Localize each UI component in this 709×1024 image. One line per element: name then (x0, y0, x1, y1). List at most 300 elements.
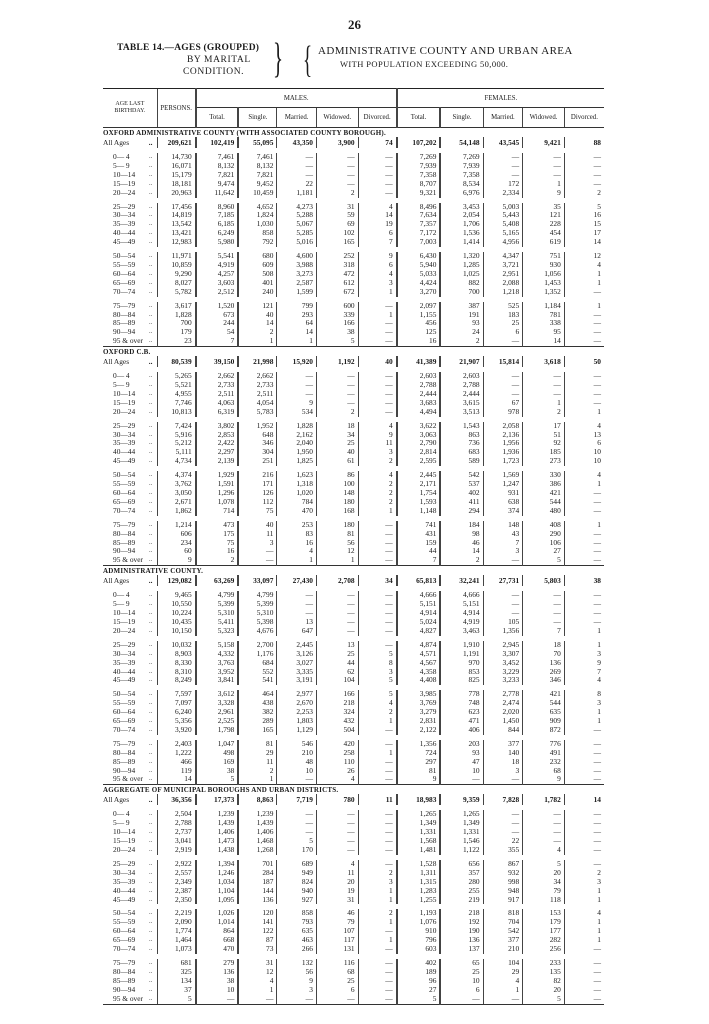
value-cell: 741 (397, 521, 441, 530)
value-cell: 1,214 (157, 521, 196, 530)
value-cell: 2,058 (483, 422, 523, 431)
age-group-cell: 85—89 (113, 757, 136, 766)
value-cell: 853 (440, 668, 483, 677)
value-cell: 170 (277, 846, 317, 855)
value-cell: — (238, 547, 277, 556)
value-cell: 1 (564, 918, 604, 927)
value-cell: — (277, 381, 317, 390)
value-cell: 3,900 (316, 137, 358, 148)
value-cell: 2,445 (277, 641, 317, 650)
value-cell: — (564, 547, 604, 556)
value-cell: 1,356 (483, 627, 523, 636)
value-cell: 106 (523, 539, 565, 548)
table-row (103, 261, 604, 270)
value-cell: 39,150 (196, 356, 239, 367)
leader-dots: .. (149, 985, 153, 993)
table-title-line: CONDITION. (183, 67, 245, 77)
value-cell: 2 (316, 408, 358, 417)
table-row (103, 489, 604, 498)
value-cell: — (564, 337, 604, 346)
leader-dots: .. (149, 828, 153, 836)
leader-dots: .. (149, 381, 153, 389)
value-cell: 1,265 (440, 810, 483, 819)
value-cell: 1 (358, 717, 397, 726)
table-row (103, 439, 604, 448)
value-cell: — (564, 171, 604, 180)
value-cell: — (564, 399, 604, 408)
table-row (103, 600, 604, 609)
value-cell: 1,706 (440, 220, 483, 229)
value-cell: 2,511 (196, 390, 239, 399)
value-cell: 11,971 (157, 252, 196, 261)
table-row (103, 995, 604, 1004)
value-cell: 13 (316, 641, 358, 650)
value-cell: 318 (316, 261, 358, 270)
value-cell: — (358, 959, 397, 968)
value-cell: 5,016 (277, 238, 317, 247)
value-cell: 5 (358, 676, 397, 685)
value-cell: 7 (564, 668, 604, 677)
value-cell: 609 (238, 261, 277, 270)
value-cell: 1,623 (277, 471, 317, 480)
value-cell: 931 (483, 489, 523, 498)
value-cell: 20,963 (157, 189, 196, 198)
leader-dots: .. (149, 497, 153, 505)
all-ages-row (103, 137, 604, 148)
value-cell: 135 (523, 968, 565, 977)
value-cell: 1 (238, 775, 277, 784)
value-cell: 714 (196, 507, 239, 516)
age-group-cell: 15—19 (113, 179, 136, 188)
value-cell: 4,494 (397, 408, 441, 417)
value-cell: — (523, 609, 565, 618)
value-cell: — (483, 819, 523, 828)
value-cell: 7,821 (238, 171, 277, 180)
value-cell: 279 (196, 959, 239, 968)
value-cell: 7,461 (196, 153, 239, 162)
value-cell: 2,595 (397, 457, 441, 466)
value-cell: 7,003 (397, 238, 441, 247)
value-cell: 5,158 (196, 641, 239, 650)
age-group-cell: All Ages (103, 357, 130, 367)
age-group-cell: 30—34 (113, 430, 136, 439)
leader-dots: .. (149, 918, 153, 926)
col-header: Divorced. (564, 108, 604, 128)
value-cell: 1 (564, 627, 604, 636)
value-cell: 6 (483, 328, 523, 337)
value-cell: 86 (316, 471, 358, 480)
value-cell: 3 (277, 986, 317, 995)
value-cell: 79 (316, 918, 358, 927)
value-cell: — (523, 381, 565, 390)
value-cell: 34 (316, 431, 358, 440)
value-cell: 525 (483, 302, 523, 311)
value-cell: 776 (523, 740, 565, 749)
value-cell: — (358, 810, 397, 819)
value-cell: 81 (238, 740, 277, 749)
leader-dots: .. (149, 202, 153, 210)
value-cell: 2,219 (157, 909, 196, 918)
value-cell: 1,218 (483, 288, 523, 297)
value-cell: 672 (316, 288, 358, 297)
value-cell: 35 (523, 203, 565, 212)
value-cell: 3,452 (483, 659, 523, 668)
value-cell: 4,358 (397, 668, 441, 677)
value-cell: — (316, 591, 358, 600)
value-cell: 14 (238, 319, 277, 328)
value-cell: 293 (277, 311, 317, 320)
value-cell: 3,233 (483, 676, 523, 685)
value-cell: 3 (358, 878, 397, 887)
value-cell: 159 (397, 539, 441, 548)
table-row (103, 927, 604, 936)
value-cell: 7,719 (277, 794, 317, 805)
value-cell: 998 (483, 878, 523, 887)
value-cell: 61 (316, 457, 358, 466)
value-cell: — (316, 828, 358, 837)
value-cell: 4,273 (277, 203, 317, 212)
value-cell: 470 (196, 945, 239, 954)
leader-dots: .. (149, 430, 153, 438)
value-cell: 25 (440, 968, 483, 977)
value-cell: 3,763 (196, 659, 239, 668)
age-group-cell: 75—79 (113, 739, 136, 748)
value-cell: 5,310 (196, 609, 239, 618)
value-cell: 778 (440, 690, 483, 699)
value-cell: 8,027 (157, 279, 196, 288)
table-row (103, 203, 604, 212)
table-row (103, 431, 604, 440)
leader-dots: .. (149, 658, 153, 666)
leader-dots: .. (149, 421, 153, 429)
value-cell: 82 (523, 977, 565, 986)
value-cell: 1 (564, 302, 604, 311)
value-cell: — (316, 810, 358, 819)
value-cell: 2,350 (157, 896, 196, 905)
value-cell: 4 (564, 471, 604, 480)
value-cell: 256 (523, 945, 565, 954)
table-row (103, 530, 604, 539)
age-group-cell: 50—54 (113, 252, 136, 261)
value-cell: 1,798 (196, 726, 239, 735)
value-cell: 1 (564, 480, 604, 489)
value-cell: — (316, 171, 358, 180)
value-cell: 2,122 (397, 726, 441, 735)
value-cell: 5,980 (196, 238, 239, 247)
value-cell: 4,874 (397, 641, 441, 650)
age-group-cell: 65—69 (113, 497, 136, 506)
value-cell: 8,903 (157, 650, 196, 659)
age-group-cell: 15—19 (113, 617, 136, 626)
value-cell: 544 (523, 699, 565, 708)
section-title: OXFORD ADMINISTRATIVE COUNTY (WITH ASSOCIATED COUNTY BOROUGH). (103, 128, 604, 138)
leader-dots: .. (149, 600, 153, 608)
value-cell: 1,246 (196, 869, 239, 878)
value-cell: 1,349 (397, 819, 441, 828)
value-cell: 179 (523, 918, 565, 927)
table-body (103, 128, 604, 1005)
value-cell: 2,919 (157, 846, 196, 855)
value-cell: 74 (358, 137, 397, 148)
value-cell: 701 (238, 860, 277, 869)
age-group-cell: 40—44 (113, 886, 136, 895)
leader-dots: .. (149, 457, 153, 465)
value-cell: 7,461 (238, 153, 277, 162)
value-cell: — (564, 775, 604, 784)
value-cell: 1,095 (196, 896, 239, 905)
value-cell: 137 (440, 945, 483, 954)
value-cell: 304 (238, 448, 277, 457)
value-cell: 1,184 (523, 302, 565, 311)
value-cell: 1,593 (397, 498, 441, 507)
value-cell: 357 (440, 869, 483, 878)
value-cell: 1,222 (157, 749, 196, 758)
value-cell: 456 (397, 319, 441, 328)
value-cell: 1 (358, 896, 397, 905)
value-cell: 4 (564, 422, 604, 431)
leader-dots: .. (149, 690, 153, 698)
value-cell: 7,269 (440, 153, 483, 162)
value-cell: 2,097 (397, 302, 441, 311)
value-cell: 6,185 (196, 220, 239, 229)
value-cell: 3,270 (397, 288, 441, 297)
value-cell: 136 (238, 896, 277, 905)
value-cell: 1,239 (238, 810, 277, 819)
value-cell: 3,335 (277, 668, 317, 677)
value-cell: 27 (523, 547, 565, 556)
value-cell: — (564, 498, 604, 507)
value-cell: 141 (238, 918, 277, 927)
value-cell: — (277, 995, 317, 1004)
value-cell: — (564, 945, 604, 954)
value-cell: 8,707 (397, 180, 441, 189)
value-cell: 2 (196, 556, 239, 565)
table-row (103, 288, 604, 297)
value-cell: 24 (440, 328, 483, 337)
value-cell: 1,073 (157, 945, 196, 954)
leader-dots: .. (149, 220, 153, 228)
value-cell: 1,191 (440, 650, 483, 659)
value-cell: 10 (564, 448, 604, 457)
value-cell: 1,468 (238, 837, 277, 846)
value-cell: 22 (277, 180, 317, 189)
value-cell: 781 (523, 311, 565, 320)
value-cell: 1 (358, 936, 397, 945)
value-cell: 4 (564, 261, 604, 270)
value-cell: 7,821 (196, 171, 239, 180)
age-group-cell: 0— 4 (113, 591, 130, 600)
col-header: Widowed. (523, 108, 565, 128)
value-cell: — (564, 180, 604, 189)
value-cell: 689 (277, 860, 317, 869)
value-cell: — (358, 846, 397, 855)
age-group-cell: 90—94 (113, 766, 136, 775)
leader-dots: .. (149, 676, 153, 684)
value-cell: 68 (316, 968, 358, 977)
value-cell: 10 (440, 767, 483, 776)
value-cell: 748 (440, 699, 483, 708)
table-row (103, 539, 604, 548)
age-group-cell: 80—84 (113, 967, 136, 976)
value-cell: 818 (483, 909, 523, 918)
value-cell: 780 (316, 794, 358, 805)
value-cell: 864 (196, 927, 239, 936)
table-row (103, 279, 604, 288)
value-cell: 65,813 (397, 575, 441, 586)
value-cell: 10,150 (157, 627, 196, 636)
value-cell: 210 (277, 749, 317, 758)
page-number: 26 (348, 17, 361, 32)
value-cell: — (564, 995, 604, 1004)
table-row (103, 775, 604, 784)
value-cell: 1,803 (277, 717, 317, 726)
table-row (103, 758, 604, 767)
value-cell: 949 (277, 869, 317, 878)
value-cell: 3,802 (196, 422, 239, 431)
value-cell: 126 (238, 489, 277, 498)
value-cell: 2 (358, 480, 397, 489)
value-cell: 96 (397, 977, 441, 986)
value-cell: 3,952 (196, 668, 239, 677)
value-cell: 2 (440, 556, 483, 565)
value-cell: 4,257 (196, 270, 239, 279)
value-cell: 20 (523, 986, 565, 995)
value-cell: 638 (483, 498, 523, 507)
value-cell: — (316, 372, 358, 381)
value-cell: 1 (523, 399, 565, 408)
value-cell: 22 (483, 837, 523, 846)
value-cell: 3,920 (157, 726, 196, 735)
value-cell: 970 (440, 659, 483, 668)
value-cell: — (358, 328, 397, 337)
value-cell: — (316, 153, 358, 162)
value-cell: 10,032 (157, 641, 196, 650)
value-cell: 1,026 (196, 909, 239, 918)
value-cell: 38 (196, 767, 239, 776)
age-group-cell: 75—79 (113, 520, 136, 529)
col-header: Divorced. (358, 108, 397, 128)
value-cell: 1,543 (440, 422, 483, 431)
value-cell: 81 (316, 530, 358, 539)
age-group-cell: 45—49 (113, 895, 136, 904)
age-group-cell: 10—14 (113, 170, 136, 179)
value-cell: — (564, 860, 604, 869)
value-cell: 15,814 (483, 356, 523, 367)
value-cell: — (316, 819, 358, 828)
value-cell: 43,545 (483, 137, 523, 148)
value-cell: 724 (397, 749, 441, 758)
value-cell: 1,014 (196, 918, 239, 927)
value-cell: 8,960 (196, 203, 239, 212)
value-cell: 5,408 (483, 220, 523, 229)
leader-dots: .. (148, 138, 153, 147)
value-cell: 1,956 (483, 439, 523, 448)
value-cell: 112 (238, 498, 277, 507)
table-row (103, 238, 604, 247)
age-group-cell: 15—19 (113, 398, 136, 407)
col-header: Single. (440, 108, 483, 128)
value-cell: 5 (523, 995, 565, 1004)
value-cell: 83 (277, 530, 317, 539)
value-cell: 3,988 (277, 261, 317, 270)
value-cell: 2,525 (196, 717, 239, 726)
value-cell: — (483, 810, 523, 819)
value-cell: 411 (440, 498, 483, 507)
value-cell: 4 (523, 846, 565, 855)
value-cell: 948 (483, 887, 523, 896)
value-cell: 4,374 (157, 471, 196, 480)
value-cell: 330 (523, 471, 565, 480)
value-cell: — (277, 775, 317, 784)
value-cell: 43 (483, 530, 523, 539)
age-group-cell: 95 & over (113, 556, 143, 565)
value-cell: 1,754 (397, 489, 441, 498)
value-cell: 18,181 (157, 180, 196, 189)
leader-dots: .. (149, 868, 153, 876)
value-cell: 546 (277, 740, 317, 749)
age-group-cell: 0— 4 (113, 153, 130, 161)
value-cell: 1 (358, 887, 397, 896)
leader-dots: .. (149, 591, 153, 599)
value-cell: 5,151 (397, 600, 441, 609)
value-cell: — (316, 390, 358, 399)
leader-dots: .. (149, 398, 153, 406)
value-cell: 4,063 (196, 399, 239, 408)
value-cell: 180 (316, 521, 358, 530)
value-cell: 8,132 (238, 162, 277, 171)
value-cell: 1,520 (196, 302, 239, 311)
value-cell: 5 (316, 337, 358, 346)
table-row (103, 311, 604, 320)
value-cell: 2 (358, 498, 397, 507)
value-cell: 537 (440, 480, 483, 489)
value-cell: 6,430 (397, 252, 441, 261)
value-cell: 5 (523, 860, 565, 869)
value-cell: 3,769 (397, 699, 441, 708)
value-cell: 2,603 (440, 372, 483, 381)
value-cell: 1,034 (196, 878, 239, 887)
value-cell: — (358, 171, 397, 180)
value-cell: — (564, 319, 604, 328)
leader-dots: .. (149, 489, 153, 496)
value-cell: 5,024 (397, 618, 441, 627)
value-cell: 3,617 (157, 302, 196, 311)
value-cell: 324 (316, 708, 358, 717)
value-cell: 2 (564, 869, 604, 878)
value-cell: 166 (316, 690, 358, 699)
leader-dots: .. (149, 238, 153, 246)
value-cell: 1,910 (440, 641, 483, 650)
value-cell: 2,387 (157, 887, 196, 896)
value-cell: 2,587 (277, 279, 317, 288)
age-group-cell: 65—69 (113, 278, 136, 287)
value-cell: — (358, 337, 397, 346)
table-row (103, 641, 604, 650)
value-cell: 56 (277, 968, 317, 977)
value-cell: — (316, 618, 358, 627)
value-cell: — (523, 837, 565, 846)
value-cell: 4,666 (440, 591, 483, 600)
value-cell: 75 (196, 539, 239, 548)
value-cell: — (316, 995, 358, 1004)
value-cell: 4,734 (157, 457, 196, 466)
value-cell: 165 (316, 238, 358, 247)
value-cell: — (358, 995, 397, 1004)
table-row (103, 337, 604, 346)
age-group-cell: 25—29 (113, 859, 136, 868)
section-title: ADMINISTRATIVE COUNTY. (103, 566, 604, 576)
value-cell: — (483, 390, 523, 399)
